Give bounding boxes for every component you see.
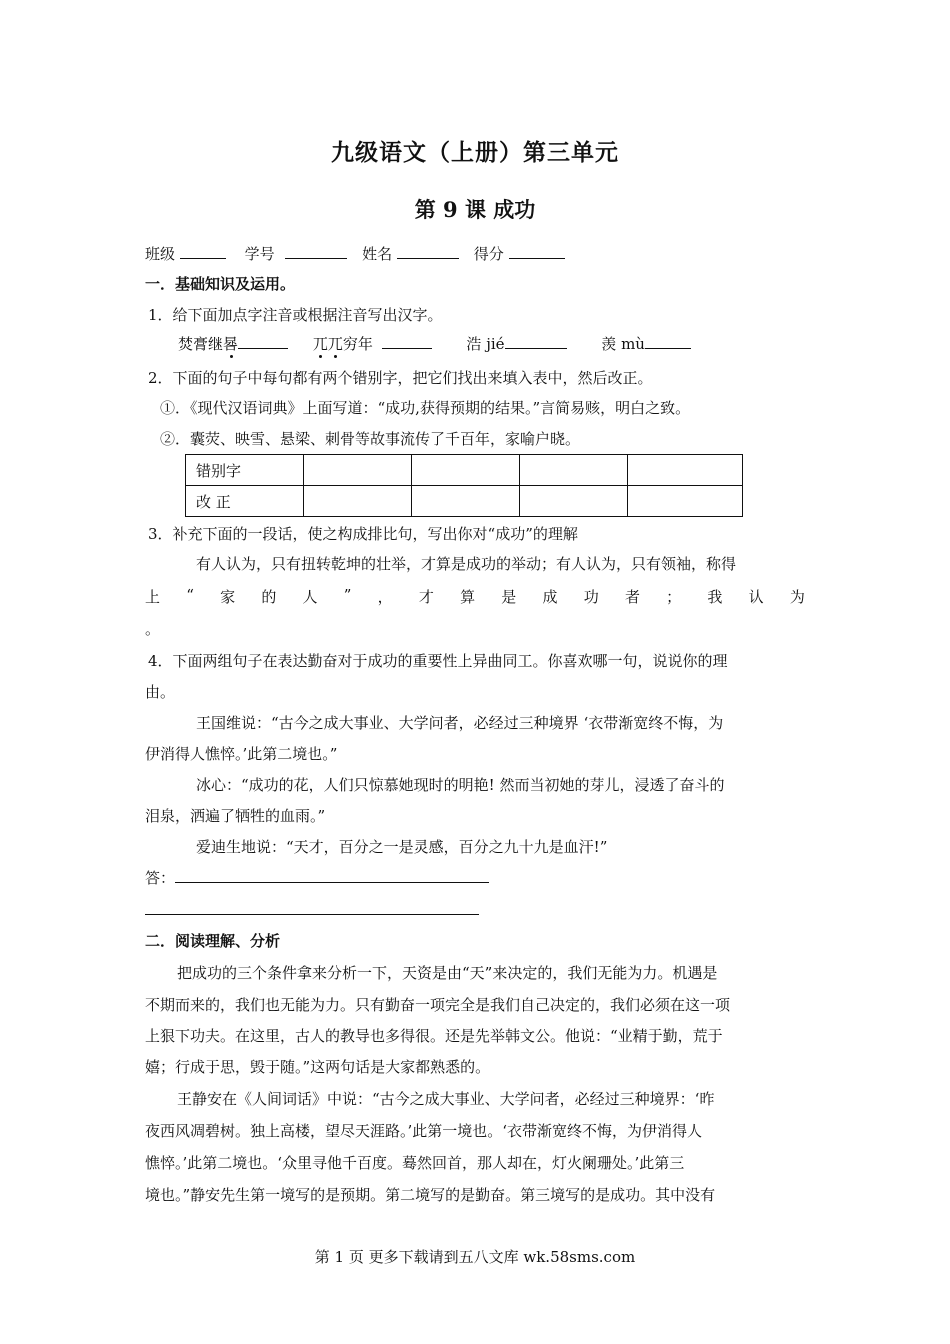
reading-line: 王静安在《人间词话》中说：“古今之成大事业、大学问者，必经过三种境界：‘昨 <box>177 1090 715 1108</box>
reading-line: 夜西风凋碧树。独上高楼，望尽天涯路。’此第一境也。‘衣带渐宽终不悔，为伊消得人 <box>145 1122 703 1140</box>
q2-prompt: 2．下面的句子中每句都有两个错别字，把它们找出来填入表中，然后改正。 <box>148 369 653 387</box>
id-label: 学号 <box>244 245 275 263</box>
table-row <box>186 486 743 517</box>
reading-line: 嬉；行成于思，毁于随。”这两句话是大家都熟悉的。 <box>145 1058 491 1076</box>
id-blank[interactable] <box>285 244 347 259</box>
table-cell[interactable] <box>628 455 743 486</box>
answer-label: 答： <box>145 869 176 887</box>
q1-blank4[interactable] <box>645 334 691 349</box>
q1-item2: 兀兀穷年 <box>312 335 373 353</box>
reading-line: 憔悴。’此第二境也。‘众里寻他千百度。蓦然回首，那人却在，灯火阑珊处。’此第三 <box>145 1154 685 1172</box>
table-row <box>186 455 743 486</box>
q1-prompt: 1．给下面加点字注音或根据注音写出汉字。 <box>148 306 443 324</box>
class-blank[interactable] <box>180 244 226 259</box>
q1-item4: 羡 mù <box>601 335 645 353</box>
q4-bing-line1: 冰心：“成功的花，人们只惊慕她现时的明艳! 然而当初她的芽儿，浸透了奋斗的 <box>196 776 725 794</box>
name-label: 姓名 <box>362 245 393 263</box>
q1-item1: 焚膏继晷 <box>178 335 239 353</box>
q4-wang-line2: 伊消得人憔悴。’此第二境也。” <box>145 745 338 763</box>
q1-items <box>178 333 691 354</box>
section2-heading: 二．阅读理解、分析 <box>145 932 281 950</box>
table-cell[interactable] <box>412 486 520 517</box>
q1-item3: 浩 jié <box>466 335 505 353</box>
table-cell[interactable] <box>520 486 628 517</box>
name-blank[interactable] <box>397 244 459 259</box>
table-cell[interactable] <box>628 486 743 517</box>
score-blank[interactable] <box>509 244 565 259</box>
class-label: 班级 <box>145 245 176 263</box>
q4-prompt-line2: 由。 <box>145 683 176 701</box>
q2-sentence1: ①．《现代汉语词典》上面写道：“成功,获得预期的结果。”言简易赅，明白之致。 <box>160 399 691 417</box>
score-label: 得分 <box>473 245 504 263</box>
reading-line: 上狠下功夫。在这里，古人的教导也多得很。还是先举韩文公。他说：“业精于勤，荒于 <box>145 1027 723 1045</box>
q1-blank2[interactable] <box>382 334 432 349</box>
section1-heading: 一．基础知识及运用。 <box>145 275 296 293</box>
reading-line: 把成功的三个条件拿来分析一下，天资是由“天”来决定的，我们无能为力。机遇是 <box>177 964 718 982</box>
answer-line[interactable] <box>145 914 479 915</box>
q1-blank3[interactable] <box>505 334 567 349</box>
q1-blank1[interactable] <box>238 334 288 349</box>
answer-blank[interactable] <box>175 866 489 883</box>
reading-line: 境也。”静安先生第一境写的是预期。第二境写的是勤奋。第三境写的是成功。其中没有 <box>145 1186 716 1204</box>
table-cell[interactable] <box>520 455 628 486</box>
table-header-cell: 改 正 <box>186 486 304 517</box>
lesson-title: 第 9 课 成功 <box>414 197 536 222</box>
reading-line: 不期而来的，我们也无能为力。只有勤奋一项完全是我们自己决定的，我们必须在这一项 <box>145 996 731 1014</box>
q2-sentence2: ②．囊荧、映雪、悬梁、刺骨等故事流传了千百年，家喻户晓。 <box>160 430 581 448</box>
table-header-cell: 错别字 <box>186 455 304 486</box>
q4-prompt-line1: 4．下面两组句子在表达勤奋对于成功的重要性上异曲同工。你喜欢哪一句，说说你的理 <box>148 652 728 670</box>
table-cell[interactable] <box>412 455 520 486</box>
q4-bing-line2: 泪泉，洒遍了牺牲的血雨。” <box>145 807 326 825</box>
q4-edison: 爱迪生地说：“天才，百分之一是灵感，百分之九十九是血汗!” <box>196 838 608 856</box>
table-cell[interactable] <box>304 486 412 517</box>
q3-line3: 。 <box>145 620 161 638</box>
q3-line1: 有人认为，只有扭转乾坤的壮举，才算是成功的举动；有人认为，只有领袖，称得 <box>196 555 737 573</box>
answer-row <box>145 866 489 888</box>
table-cell[interactable] <box>304 455 412 486</box>
q3-line2: 上 “ 家 的 人 ” ， 才 算 是 成 功 者 ； 我 认 为 <box>145 586 805 606</box>
correction-table <box>185 454 743 517</box>
q3-prompt: 3．补充下面的一段话，使之构成排比句，写出你对“成功”的理解 <box>148 525 578 543</box>
student-info-row <box>145 243 565 264</box>
page-title: 九级语文（上册）第三单元 <box>331 139 619 166</box>
page-footer: 第 1 页 更多下载请到五八文库 wk.58sms.com <box>314 1248 636 1266</box>
q4-wang-line1: 王国维说：“古今之成大事业、大学问者，必经过三种境界 ‘衣带渐宽终不悔，为 <box>196 714 724 732</box>
